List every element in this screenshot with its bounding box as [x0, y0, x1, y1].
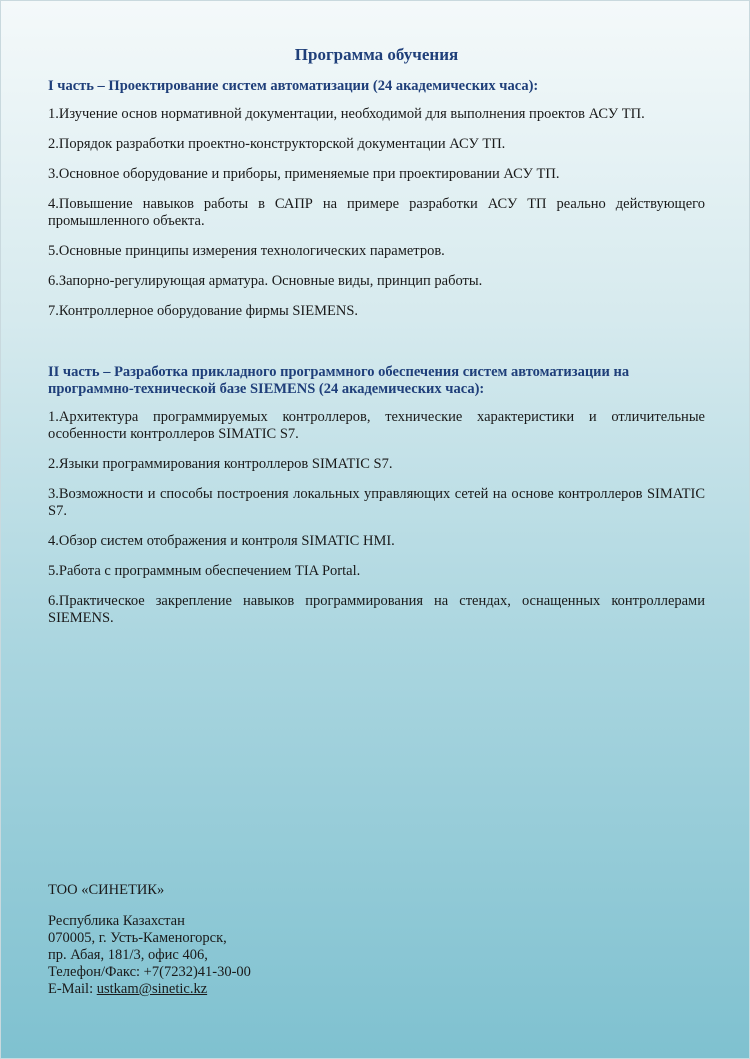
part2-item-4: 4.Обзор систем отображения и контроля SIMATIC HMI. — [48, 533, 395, 549]
part2-item-2: 2.Языки программирования контроллеров SIMATIC S7. — [48, 456, 393, 472]
part2-heading: II часть – Разработка прикладного программного обеспечения систем автоматизации на программно-технической базе SIEMENS (24 академических часа): — [48, 364, 630, 397]
email-line — [48, 981, 448, 998]
part1-item-3: 3.Основное оборудование и приборы, применяемые при проектировании АСУ ТП. — [48, 166, 560, 182]
address-line: пр. Абая, 181/3, офис 406, — [48, 947, 208, 963]
email-link[interactable]: ustkam@sinetic.kz — [96, 981, 208, 997]
part1-item-4: 4.Повышение навыков работы в САПР на примере разработки АСУ ТП реально действующего промышленного объекта. — [48, 196, 705, 229]
part1-item-5: 5.Основные принципы измерения технологических параметров. — [48, 243, 445, 259]
part1-item-6: 6.Запорно-регулирующая арматура. Основные виды, принцип работы. — [48, 273, 483, 289]
part2-item-1: 1.Архитектура программируемых контроллеров, технические характеристики и отличительные особенности контроллеров SIMATIC S7. — [48, 409, 705, 442]
part1-item-1: 1.Изучение основ нормативной документации, необходимой для выполнения проектов АСУ ТП. — [48, 106, 645, 122]
part1-item-2: 2.Порядок разработки проектно-конструкторской документации АСУ ТП. — [48, 136, 506, 152]
part1-heading: I часть – Проектирование систем автоматизации (24 академических часа): — [48, 78, 539, 94]
page-title: Программа обучения — [294, 45, 459, 64]
email-label: E-Mail: — [48, 981, 97, 997]
city-line: 070005, г. Усть-Каменогорск, — [48, 930, 227, 946]
part2-item-5: 5.Работа с программным обеспечением TIA Portal. — [48, 563, 361, 579]
country-line: Республика Казахстан — [48, 913, 185, 929]
company-name: ТОО «СИНЕТИК» — [48, 882, 165, 898]
part2-item-6: 6.Практическое закрепление навыков программирования на стендах, оснащенных контроллерами SIEMENS. — [48, 593, 705, 626]
phone-line: Телефон/Факс: +7(7232)41-30-00 — [48, 964, 251, 980]
main-content — [48, 45, 705, 640]
part2-item-3: 3.Возможности и способы построения локальных управляющих сетей на основе контроллеров SIMATIC S7. — [48, 486, 705, 519]
contact-footer — [48, 882, 448, 998]
part1-item-7: 7.Контроллерное оборудование фирмы SIEMENS. — [48, 303, 359, 319]
